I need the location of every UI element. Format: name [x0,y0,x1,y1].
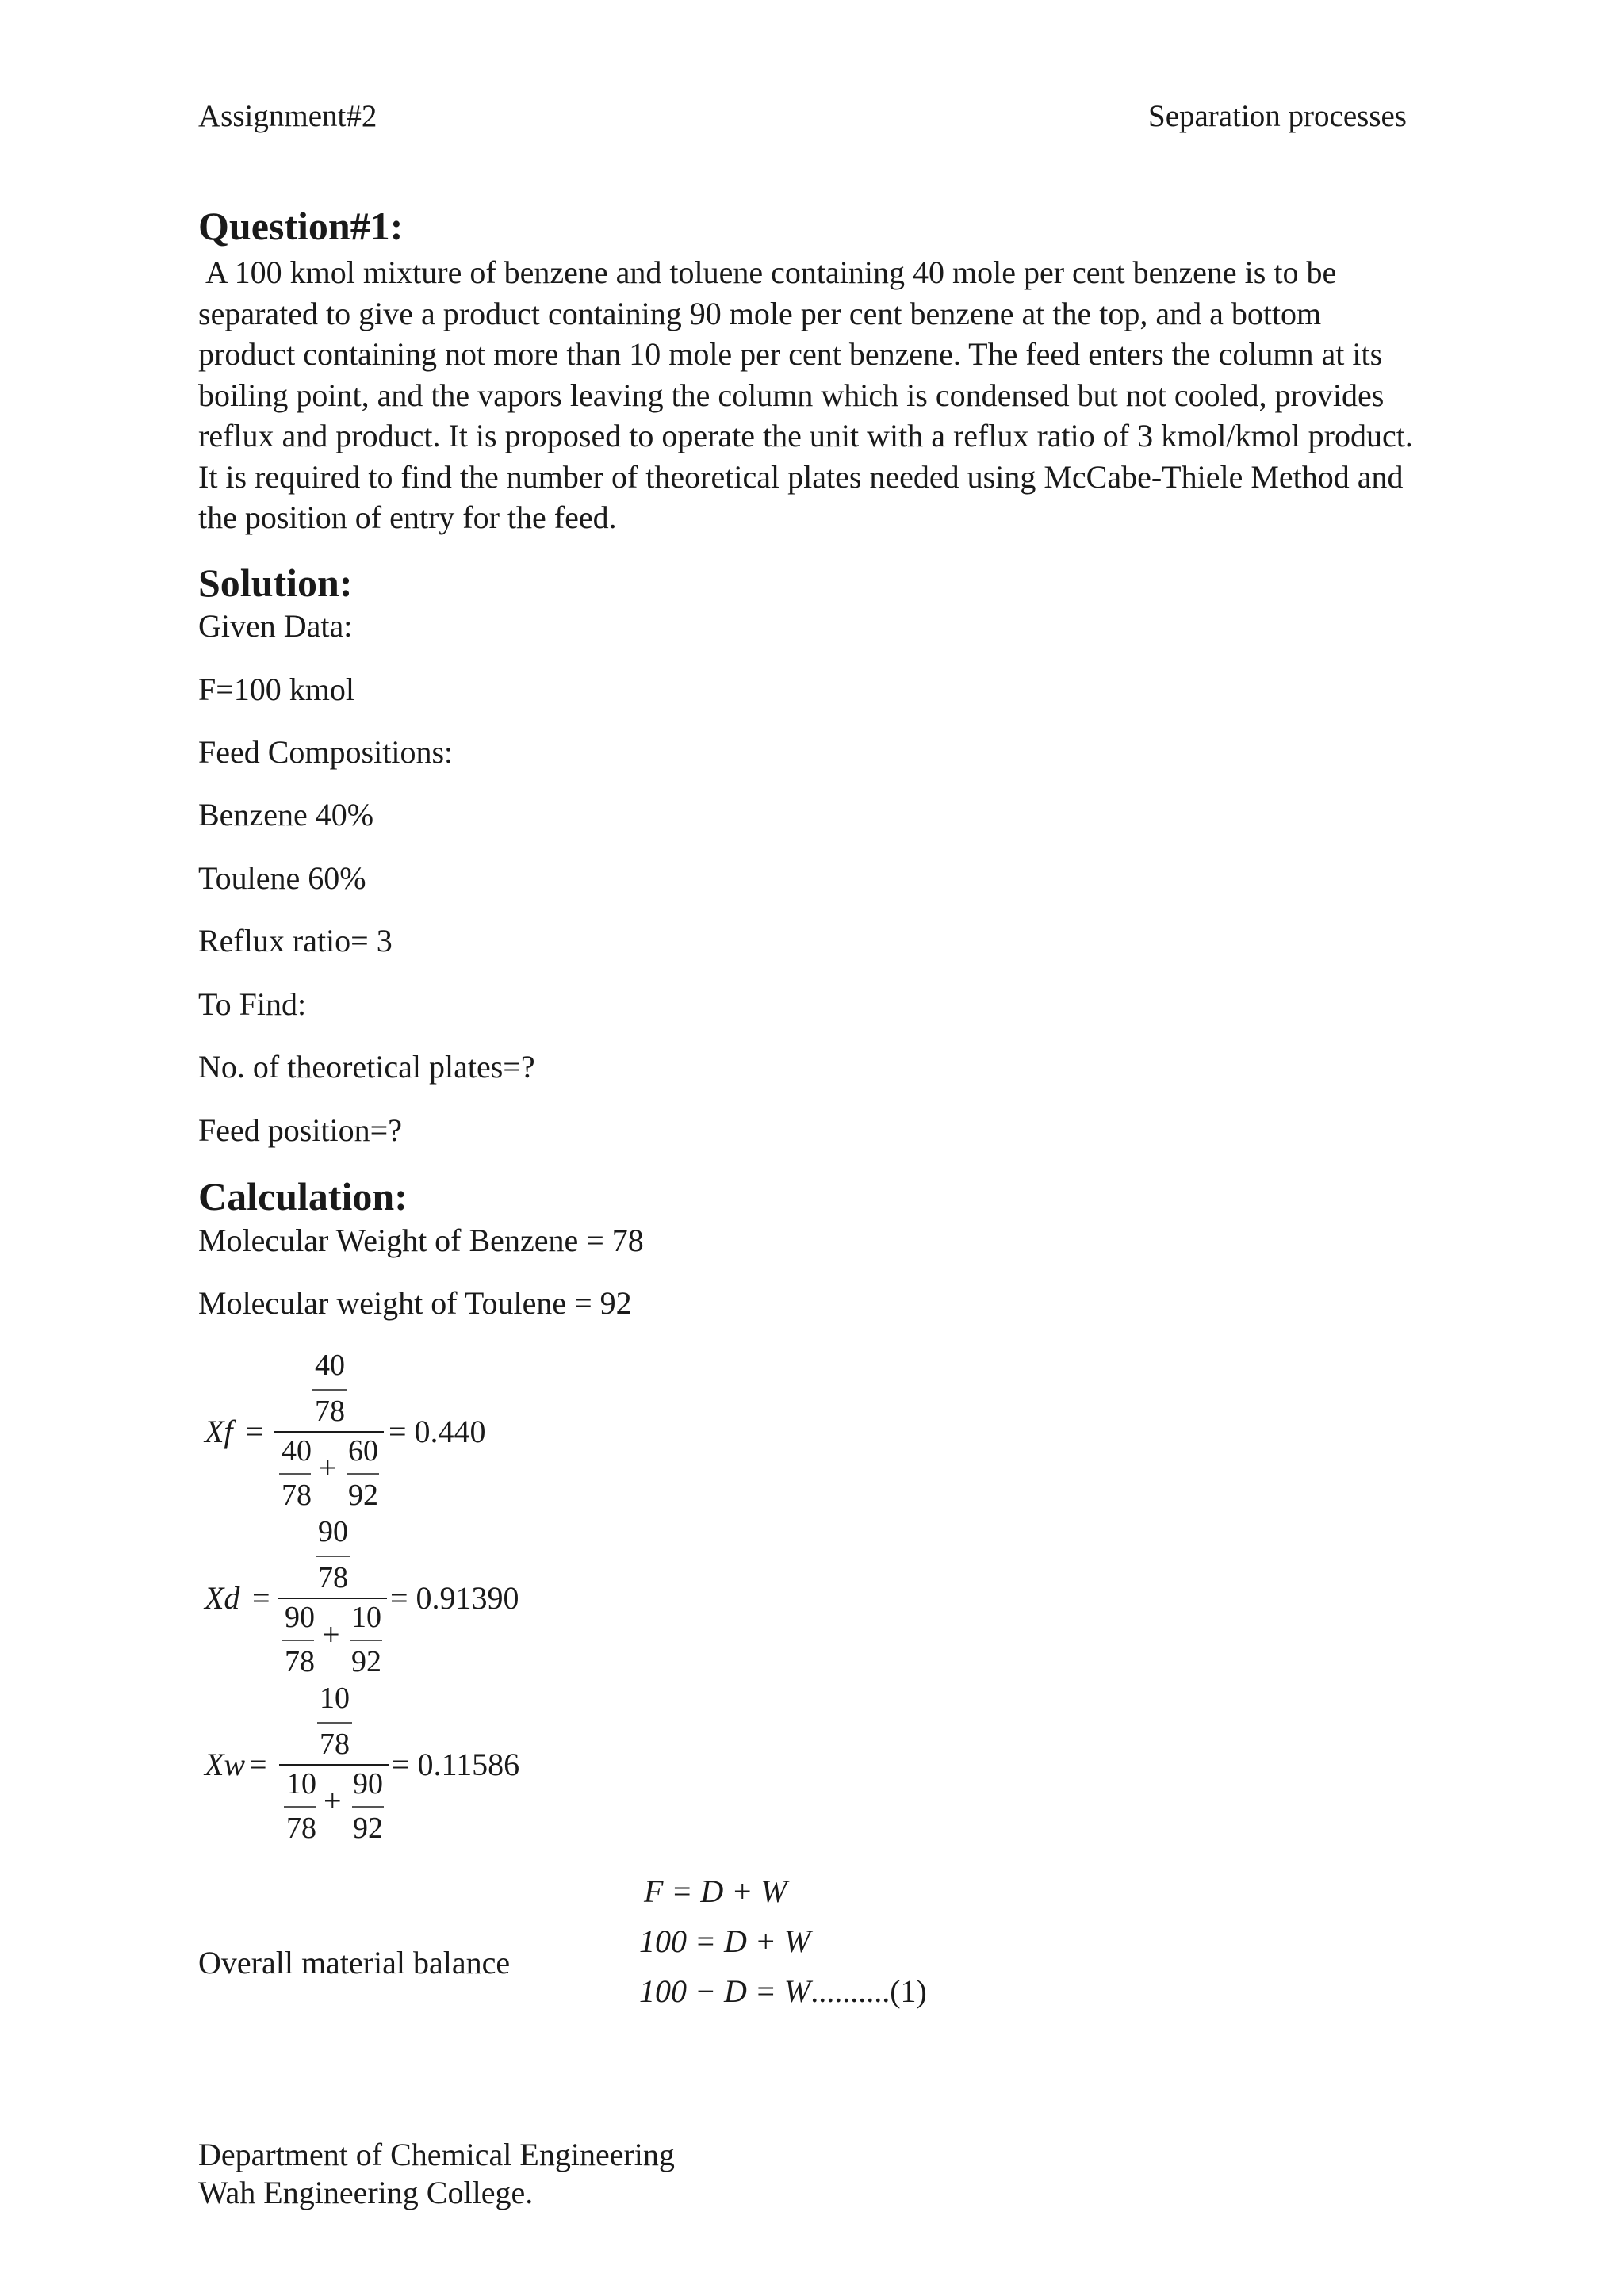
equals-sign: = [246,1414,264,1449]
question-line: the position of entry for the feed. [198,499,617,535]
footer-college: Wah Engineering College. [198,2175,534,2210]
xw-top-num: 10 [320,1682,350,1715]
xw-lhs: Xw [205,1747,246,1782]
question-paragraph [198,252,1437,538]
question-line: product containing not more than 10 mole per cent benzene. The feed enters the column at its [198,336,1383,372]
fraction-bar [316,1556,350,1557]
xd-lhs: Xd [205,1580,240,1616]
xw-result: = 0.11586 [392,1747,520,1782]
xf-bot-num1: 40 [282,1434,312,1468]
xd-bot-num2: 10 [351,1601,381,1634]
xd-bot-den2: 92 [351,1645,381,1678]
fraction-bar [350,1640,382,1641]
balance-eq-3 [639,1973,927,2010]
xf-result: = 0.440 [389,1414,486,1449]
xd-bot-num1: 90 [285,1601,315,1634]
question-line: reflux and product. It is proposed to operate the unit with a reflux ratio of 3 kmol/kmol product. [198,418,1413,453]
xf-bot-num2: 60 [348,1434,378,1468]
xd-top-den: 78 [318,1561,348,1594]
balance-eq-3-suffix: ..........(1) [810,1973,927,2009]
main-fraction-bar [279,1764,389,1766]
fraction-bar [317,1722,352,1724]
question-line: It is required to find the number of theoretical plates needed using McCabe-Thiele Method and [198,458,1404,495]
feed-position: Feed position=? [198,1112,402,1148]
fraction-bar [282,1640,314,1641]
question-line: boiling point, and the vapors leaving the column which is condensed but not cooled, provides [198,377,1385,413]
question-line: A 100 kmol mixture of benzene and toluene containing 40 mole per cent benzene is to be [205,254,1337,290]
xd-top-num: 90 [318,1515,348,1548]
mw-toluene: Molecular weight of Toulene = 92 [198,1285,632,1321]
plus-sign: + [322,1617,340,1652]
question-line: separated to give a product containing 90 mole per cent benzene at the top, and a bottom [198,295,1322,331]
header-left: Assignment#2 [198,99,377,133]
fraction-bar [284,1806,316,1808]
to-find-label: To Find: [198,986,307,1022]
xw-bot-den1: 78 [286,1812,316,1845]
fraction-bar [352,1806,384,1808]
xf-top-num: 40 [315,1349,345,1382]
question-heading: Question#1: [198,204,404,248]
feed-compositions-label: Feed Compositions: [198,734,454,770]
fraction-bar [279,1473,311,1475]
equals-sign: = [252,1580,270,1616]
given-data-label: Given Data: [198,608,353,644]
balance-eq-2: 100 = D + W [639,1923,811,1959]
material-balance-label: Overall material balance [198,1945,511,1980]
equals-sign: = [249,1747,267,1782]
xf-bot-den1: 78 [282,1479,312,1512]
fraction-bar [312,1389,347,1391]
xd-bot-den1: 78 [285,1645,315,1678]
plus-sign: + [319,1450,337,1486]
xf-lhs: Xf [205,1414,233,1449]
xd-result: = 0.91390 [390,1580,519,1616]
fraction-bar [347,1473,379,1475]
calculation-heading: Calculation: [198,1174,408,1219]
balance-eq-3-body: 100 − D = W [639,1973,811,2009]
xf-bot-den2: 92 [348,1479,378,1512]
xf-top-den: 78 [315,1395,345,1428]
xw-top-den: 78 [320,1728,350,1761]
balance-eq-1: F = D + W [644,1873,787,1909]
main-fraction-bar [278,1598,387,1599]
benzene-composition: Benzene 40% [198,797,374,832]
feed-amount: F=100 kmol [198,672,355,707]
toluene-composition: Toulene 60% [198,860,366,896]
header-right: Separation processes [1148,99,1407,133]
plus-sign: + [324,1783,342,1819]
xw-bot-num2: 90 [353,1767,383,1800]
footer-department: Department of Chemical Engineering [198,2137,675,2172]
main-fraction-bar [274,1431,384,1433]
reflux-ratio: Reflux ratio= 3 [198,923,393,959]
solution-heading: Solution: [198,561,353,605]
theoretical-plates: No. of theoretical plates=? [198,1049,535,1085]
mw-benzene: Molecular Weight of Benzene = 78 [198,1223,644,1258]
xw-bot-den2: 92 [353,1812,383,1845]
xw-bot-num1: 10 [286,1767,316,1800]
